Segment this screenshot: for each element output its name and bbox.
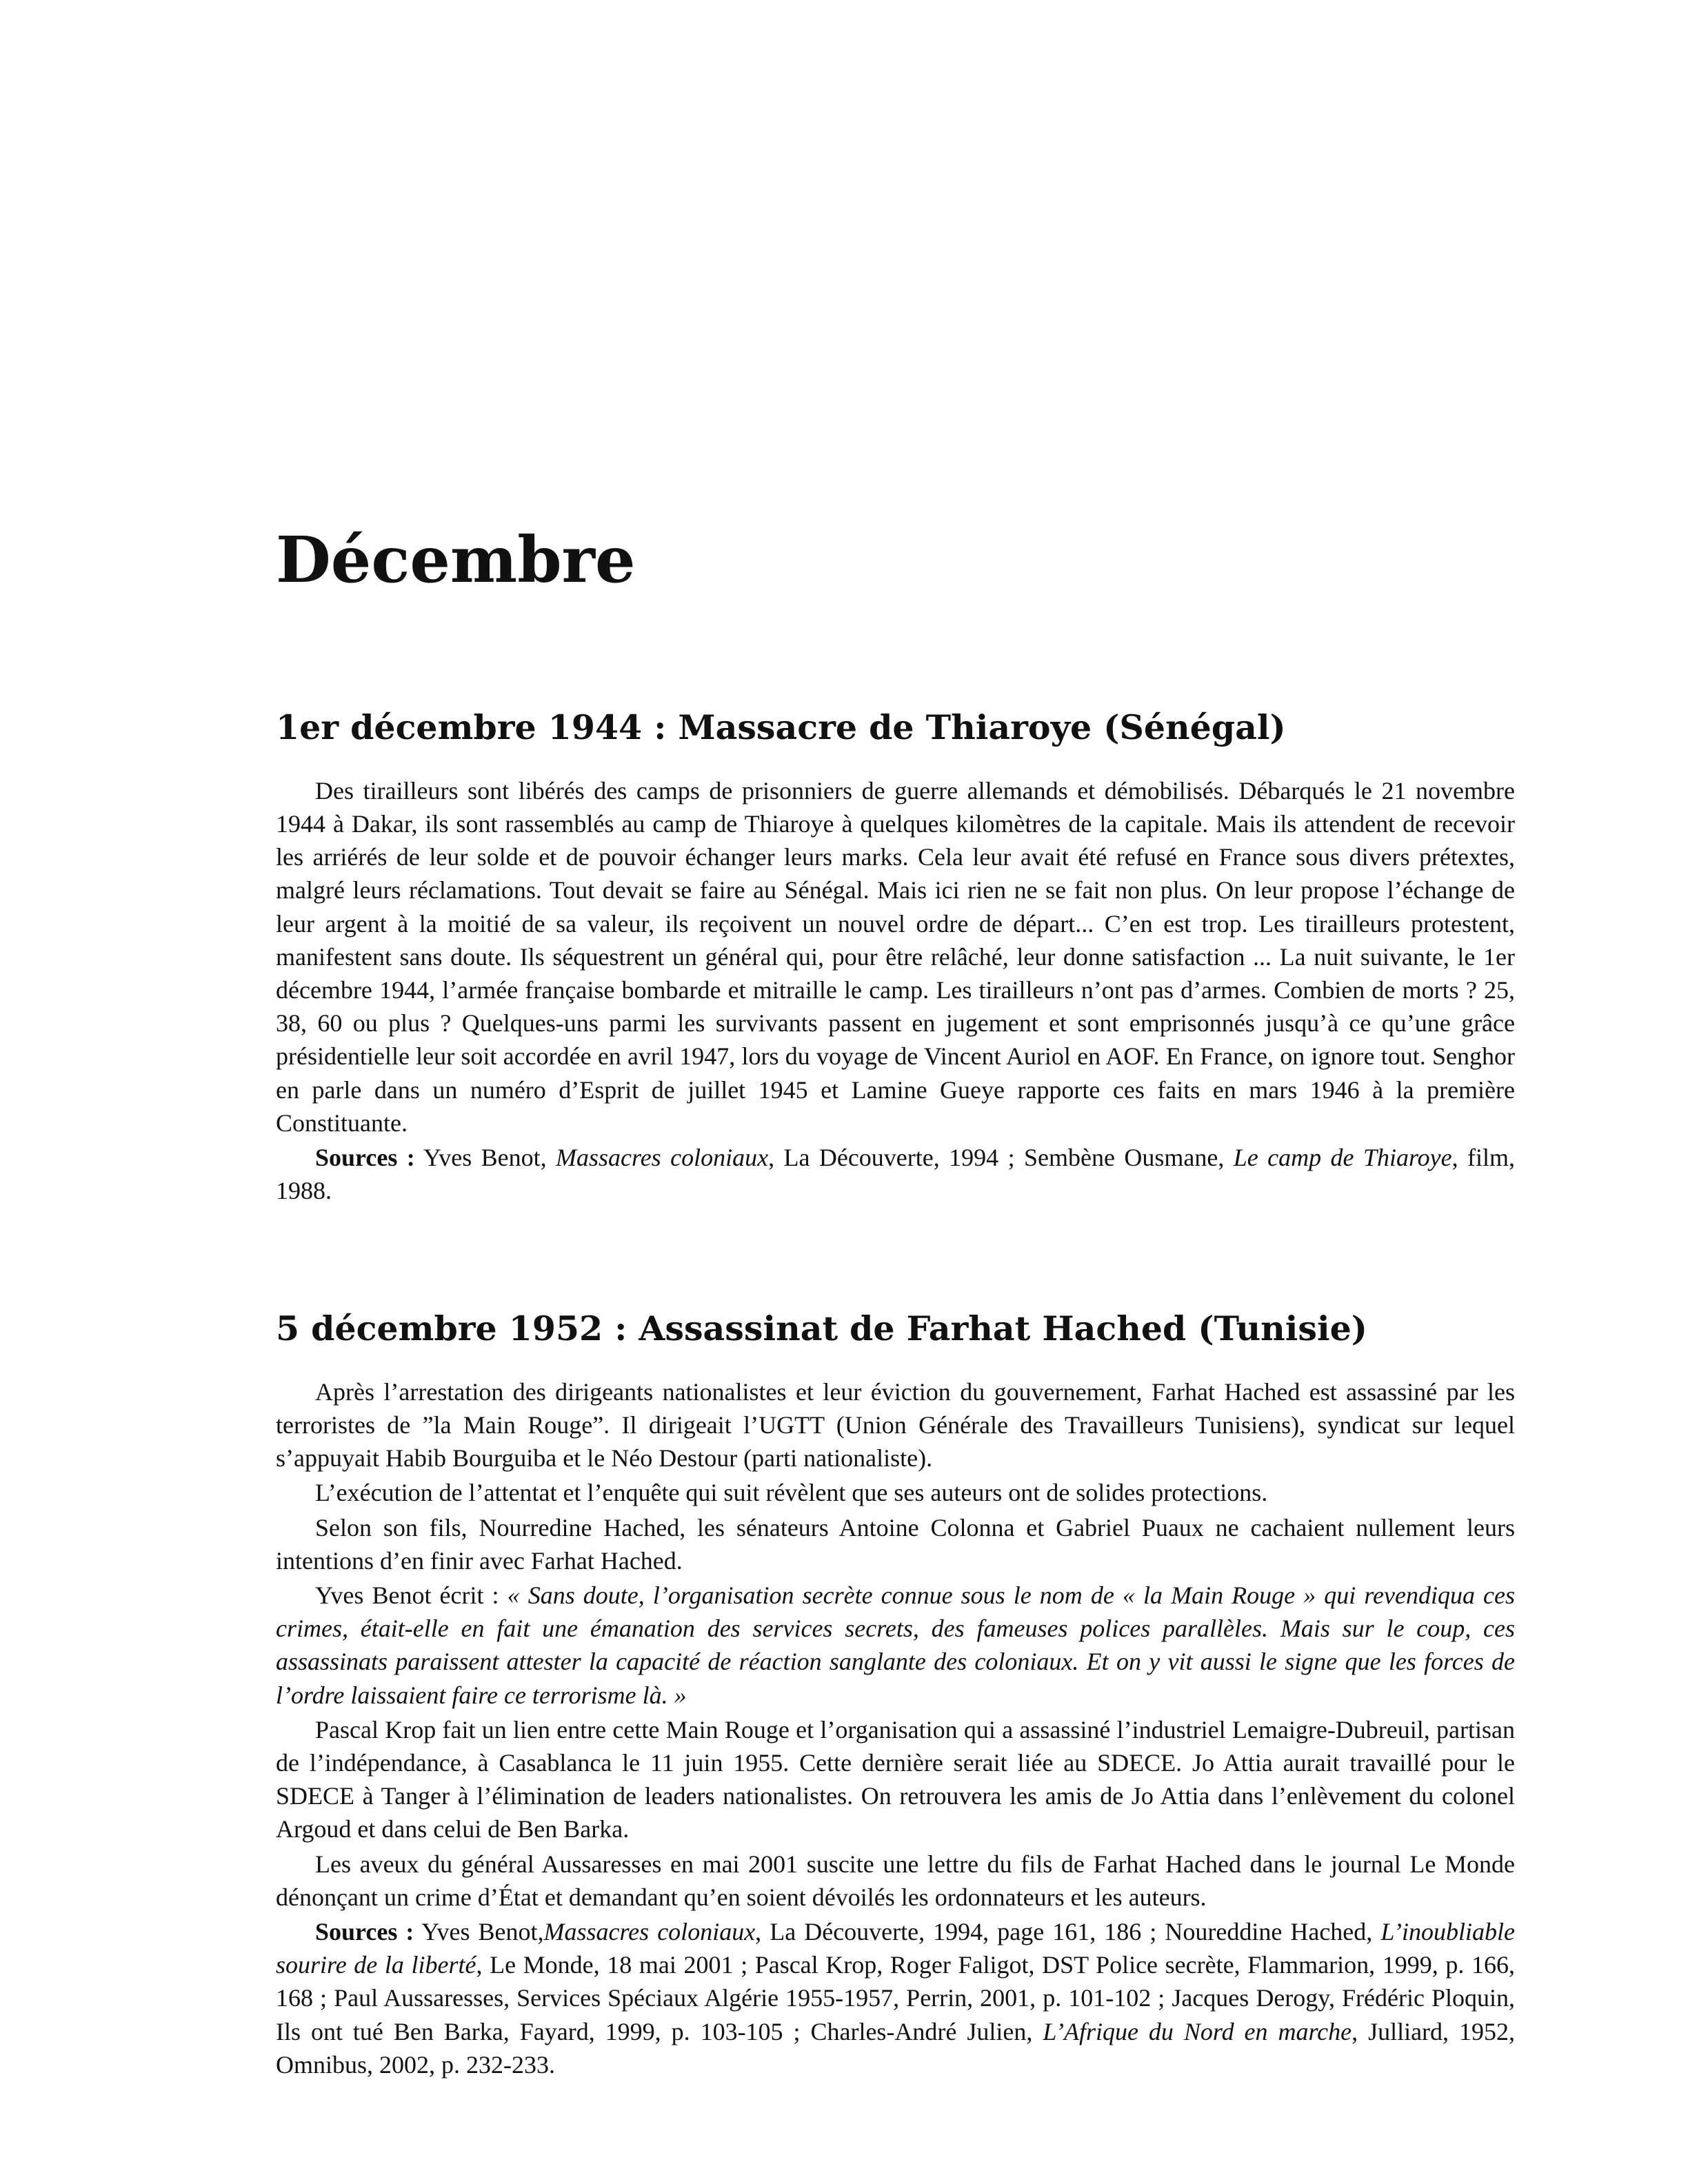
body-paragraph: Les aveux du général Aussaresses en mai 2001 suscite une lettre du fils de Farhat Hached dans le journal Le Monde dénonçant un crime d’État et demandant qu’en soient dévoilés les ordonnateurs et les auteurs. xyxy=(276,1850,1515,1911)
sources-text: , Julliard, 1952, Omnibus, 2002, p. 232-233. xyxy=(276,2017,1516,2079)
body-paragraph: Après l’arrestation des dirigeants nationalistes et leur éviction du gouvernement, Farhat Hached est assassiné par les terroristes de ”la Main Rouge”. Il dirigeait l’UGTT (Union Générale des Travailleurs Tunisiens), syndicat sur lequel s’appuyait Habib Bourguiba et le Néo Destour (parti nationaliste). xyxy=(276,1377,1515,1473)
sources-text: , Le Monde, 18 mai 2001 ; Pascal Krop, Roger Faligot, DST Police secrète, Flammarion, 1999, p. 166, 168 ; Paul Aussaresses, Services Spéciaux Algérie 1955-1957, Perrin, 2001, p. 101-102 ; Jacques Derogy, Frédéric Ploquin, Ils ont tué Ben Barka, Fayard, 1999, p. 103-105 ; Charles-André Julien, xyxy=(276,1951,1515,2045)
sources-text: , La Découverte, 1994, page 161, 186 ; Noureddine Hached, xyxy=(755,1918,1381,1946)
quote-lead: Yves Benot écrit : xyxy=(315,1581,508,1610)
sources-text: Yves Benot, xyxy=(414,1918,544,1946)
section-hached xyxy=(276,1308,1515,2081)
body-paragraph: Pascal Krop fait un lien entre cette Main Rouge et l’organisation qui a assassiné l’industriel Lemaigre-Dubreuil, partisan de l’indépendance, à Casablanca le 11 juin 1955. Cette dernière serait liée au SDECE. Jo Attia aurait travaillé pour le SDECE à Tanger à l’élimination de leaders nationalistes. On retrouvera les amis de Jo Attia dans l’enlèvement du colonel Argoud et dans celui de Ben Barka. xyxy=(276,1715,1515,1843)
sources-text: , film, 1988. xyxy=(276,1144,1516,1205)
sources-book-title: Massacres coloniaux xyxy=(543,1918,756,1946)
quote-text: « Sans doute, l’organisation secrète connue sous le nom de « la Main Rouge » qui revendiqua ces crimes, était-elle en fait une émanation des services secrets, des fameuses polices parallèles. Mais sur le coup, ces assassinats paraissent attester la capacité de réaction sanglante des coloniaux. Et on y vit aussi le signe que les forces de l’ordre laissaient faire ce terrorisme là. » xyxy=(276,1581,1515,1709)
sources-article-title: L’inoubliable sourire de la liberté xyxy=(276,1918,1515,1979)
sources-book-title: Massacres coloniaux xyxy=(556,1144,769,1172)
body-paragraph: Des tirailleurs sont libérés des camps de prisonniers de guerre allemands et démobilisés. Débarqués le 21 novembre 1944 à Dakar, ils sont rassemblés au camp de Thiaroye à quelques kilomètres de la capitale. Mais ils attendent de recevoir les arriérés de leur solde et de pouvoir échanger leurs marks. Cela leur avait été refusé en France sous divers prétextes, malgré leurs réclamations. Tout devait se faire au Sénégal. Mais ici rien ne se fait non plus. On leur propose l’échange de leur argent à la moitié de sa valeur, ils reçoivent un nouvel ordre de départ... C’en est trop. Les tirailleurs protestent, manifestent sans doute. Ils séquestrent un général qui, pour être relâché, leur donne satisfaction ... La nuit suivante, le 1er décembre 1944, l’armée française bombarde et mitraille le camp. Les tirailleurs n’ont pas d’armes. Combien de morts ? 25, 38, 60 ou plus ? Quelques-uns parmi les survivants passent en jugement et sont emprisonnés jusqu’à ce qu’une grâce présidentielle leur soit accordée en avril 1947, lors du voyage de Vincent Auriol en AOF. En France, on ignore tout. Senghor en parle dans un numéro d’Esprit de juillet 1945 et Lamine Gueye rapporte ces faits en mars 1946 à la première Constituante. xyxy=(276,776,1515,1137)
sources-paragraph xyxy=(276,1141,1515,1207)
body-paragraph: Selon son fils, Nourredine Hached, les sénateurs Antoine Colonna et Gabriel Puaux ne cachaient nullement leurs intentions d’en finir avec Farhat Hached. xyxy=(276,1513,1515,1575)
sources-film-title: Le camp de Thiaroye xyxy=(1233,1144,1452,1172)
sources-book-title: L’Afrique du Nord en marche xyxy=(1043,2017,1352,2045)
sources-paragraph xyxy=(276,1915,1515,2081)
quote-paragraph xyxy=(276,1579,1515,1712)
section-title: 5 décembre 1952 : Assassinat de Farhat Hached (Tunisie) xyxy=(276,1308,1367,1348)
sources-label: Sources : xyxy=(315,1144,415,1172)
sources-label: Sources : xyxy=(315,1918,414,1946)
chapter-title: Décembre xyxy=(276,523,636,597)
section-title: 1er décembre 1944 : Massacre de Thiaroye (Sénégal) xyxy=(276,707,1286,747)
sources-text: , La Découverte, 1994 ; Sembène Ousmane, xyxy=(768,1144,1234,1172)
section-thiaroye xyxy=(276,707,1515,1207)
body-paragraph: L’exécution de l’attentat et l’enquête qui suit révèlent que ses auteurs ont de solides protections. xyxy=(315,1479,1268,1507)
sources-text: Yves Benot, xyxy=(414,1144,556,1172)
